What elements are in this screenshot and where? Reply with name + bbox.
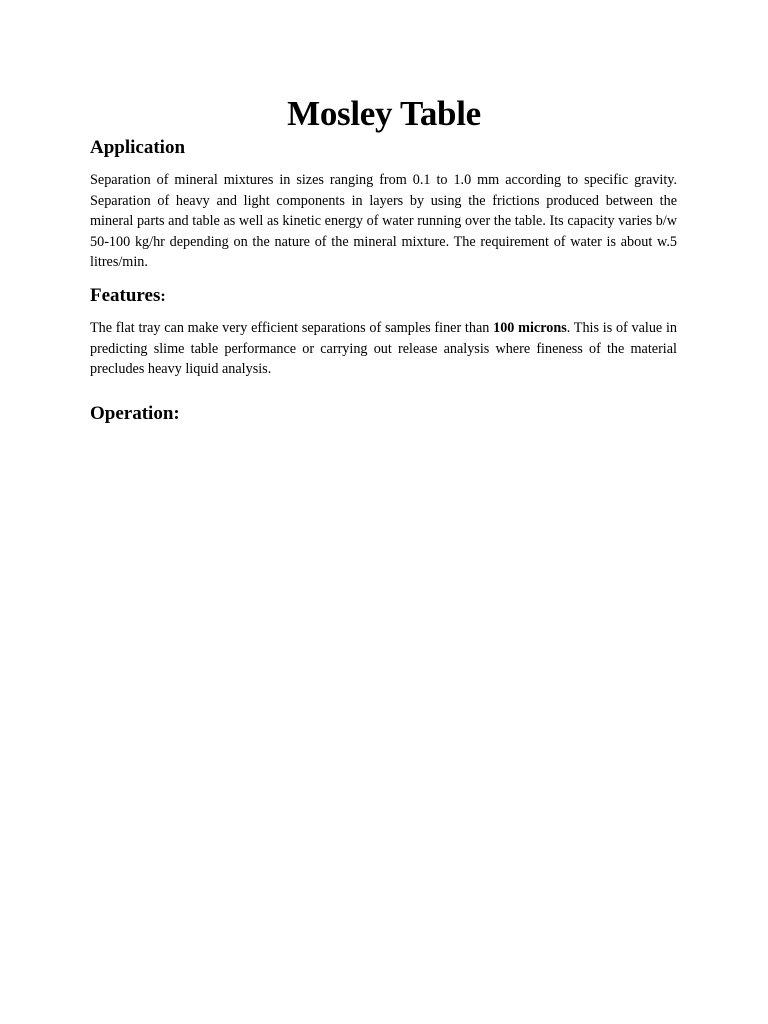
features-heading-colon: : (160, 288, 166, 305)
features-text-after: . This is of value in predicting slime table performance or carrying out release analysis where fineness of the material precludes heavy liquid analysis. (90, 320, 678, 378)
features-paragraph (90, 318, 677, 380)
features-heading (90, 284, 166, 309)
document-title: Mosley Table (287, 94, 481, 133)
application-paragraph: Separation of mineral mixtures in sizes ranging from 0.1 to 1.0 mm according to specific gravity. Separation of heavy and light components in layers by using the frictions produced between the mineral parts and table as well as kinetic energy of water running over the table. Its capacity varies b/w 50-100 kg/hr depending on the nature of the mineral mixture. The requirement of water is about w.5 litres/min. (90, 172, 677, 271)
features-text-before: The flat tray can make very efficient separations of samples finer than (90, 320, 494, 336)
features-heading-text: Features (90, 285, 161, 306)
features-text-bold: 100 microns (493, 320, 567, 336)
application-heading: Application (90, 137, 186, 158)
operation-heading: Operation: (90, 403, 180, 424)
